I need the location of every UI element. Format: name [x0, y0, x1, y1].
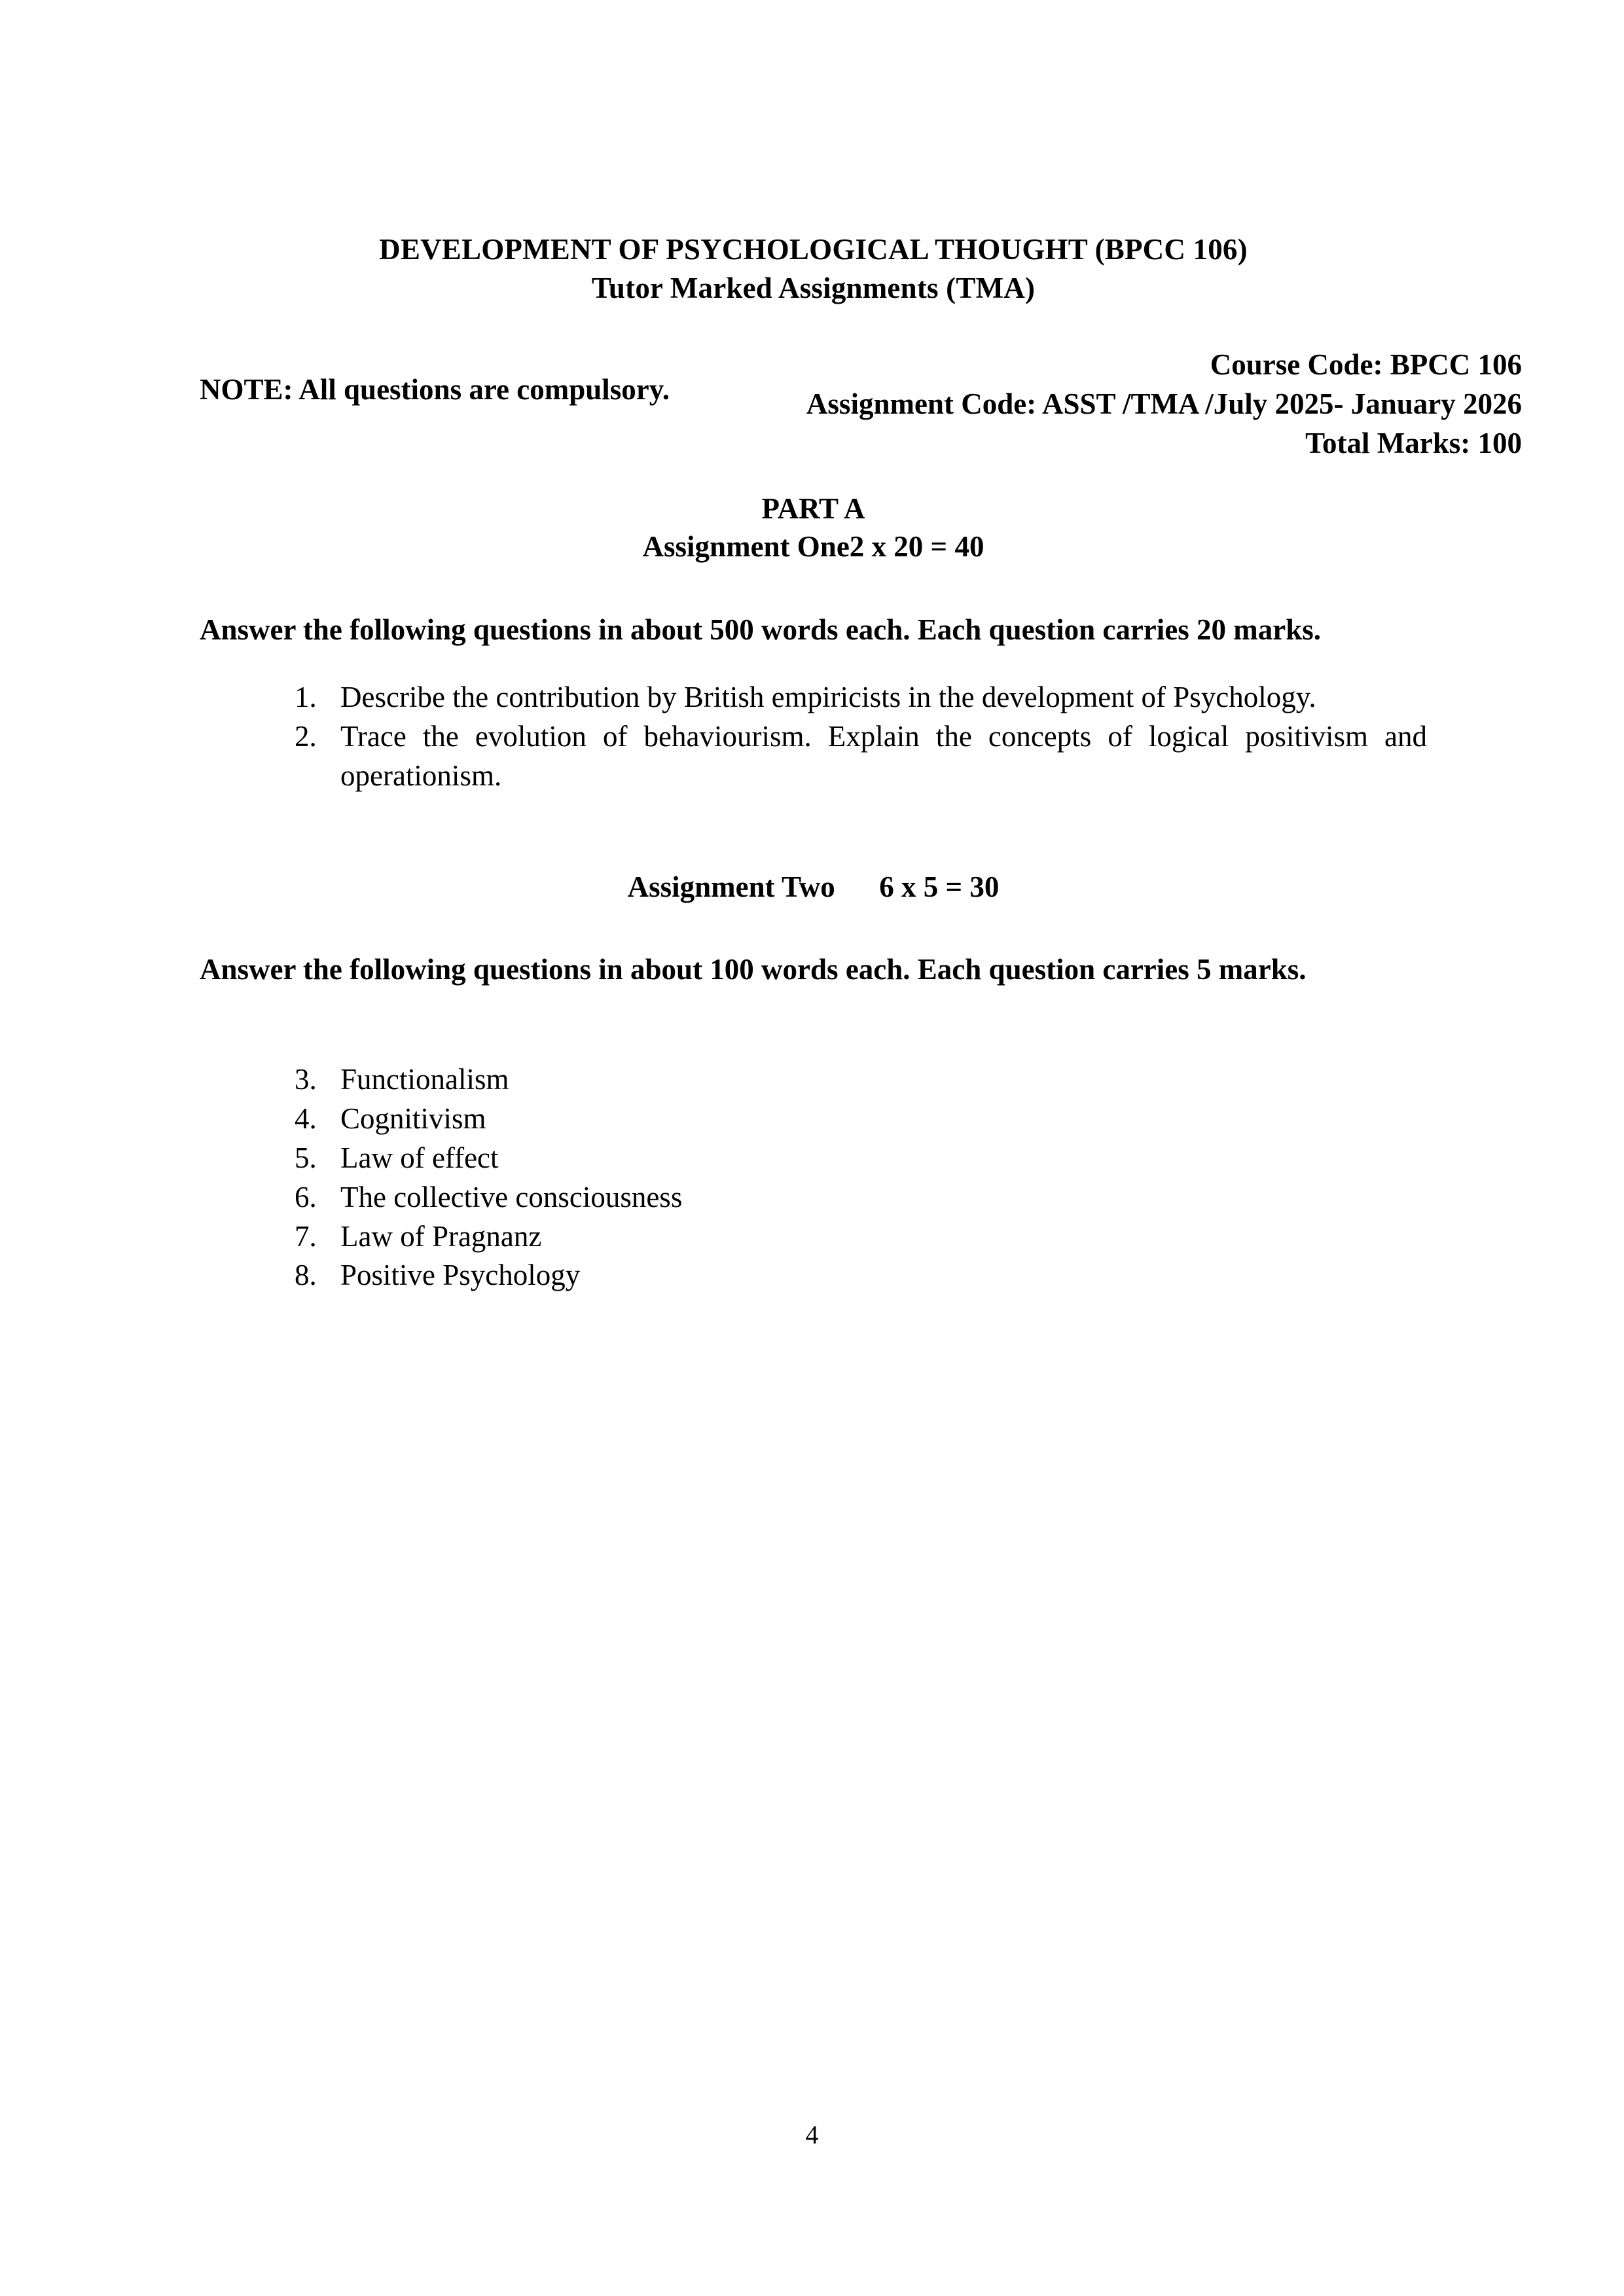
- list-item: [200, 1217, 1427, 1257]
- part-a-heading: PART A: [761, 492, 865, 525]
- document-title-line-2: Tutor Marked Assignments (TMA): [591, 271, 1036, 304]
- total-marks: Total Marks: 100: [1305, 426, 1522, 459]
- question-text: The collective consciousness: [340, 1180, 683, 1213]
- list-item: [200, 1178, 1427, 1217]
- question-number: 1.: [295, 681, 317, 714]
- assignment-code: Assignment Code: ASST /TMA /July 2025- January 2026: [806, 387, 1522, 420]
- question-text: Cognitivism: [340, 1102, 486, 1136]
- assignment-two-heading: Assignment Two 6 x 5 = 30: [627, 870, 1000, 903]
- assignment-one-heading: Assignment One2 x 20 = 40: [642, 530, 984, 563]
- question-number: 4.: [295, 1102, 317, 1136]
- document-title-line-1: DEVELOPMENT OF PSYCHOLOGICAL THOUGHT (BPCC 106): [379, 233, 1248, 266]
- question-text: Functionalism: [340, 1063, 509, 1096]
- course-meta-block: [200, 346, 1522, 463]
- note-compulsory: NOTE: All questions are compulsory.: [200, 373, 670, 406]
- page-number: 4: [805, 2120, 819, 2149]
- question-number: 2.: [295, 720, 317, 753]
- list-item: [200, 1139, 1427, 1178]
- question-number: 6.: [295, 1180, 317, 1213]
- assignment-one-question-list: [200, 678, 1427, 796]
- question-text: Describe the contribution by British empiricists in the development of Psychology.: [340, 681, 1316, 714]
- question-text: Positive Psychology: [340, 1259, 581, 1292]
- assignment-two-question-list: [200, 1060, 1427, 1295]
- question-number: 5.: [295, 1141, 317, 1174]
- assignment-two-instruction: Answer the following questions in about 100 words each. Each question carries 5 marks.: [200, 953, 1307, 986]
- list-item: [200, 1100, 1427, 1139]
- question-number: 3.: [295, 1063, 317, 1096]
- document-title-block: [200, 230, 1427, 307]
- document-body: [200, 0, 1427, 1295]
- list-item: [200, 1060, 1427, 1100]
- question-text: Law of effect: [340, 1141, 499, 1174]
- list-item: [200, 717, 1427, 796]
- list-item: [200, 678, 1427, 717]
- list-item: [200, 1256, 1427, 1295]
- question-text: Law of Pragnanz: [340, 1219, 542, 1253]
- course-code: Course Code: BPCC 106: [1210, 348, 1522, 381]
- question-number: 8.: [295, 1259, 317, 1292]
- question-text: Trace the evolution of behaviourism. Explain the concepts of logical positivism and operationism.: [340, 720, 1427, 793]
- question-number: 7.: [295, 1219, 317, 1253]
- assignment-one-instruction: Answer the following questions in about 500 words each. Each question carries 20 marks.: [200, 613, 1322, 646]
